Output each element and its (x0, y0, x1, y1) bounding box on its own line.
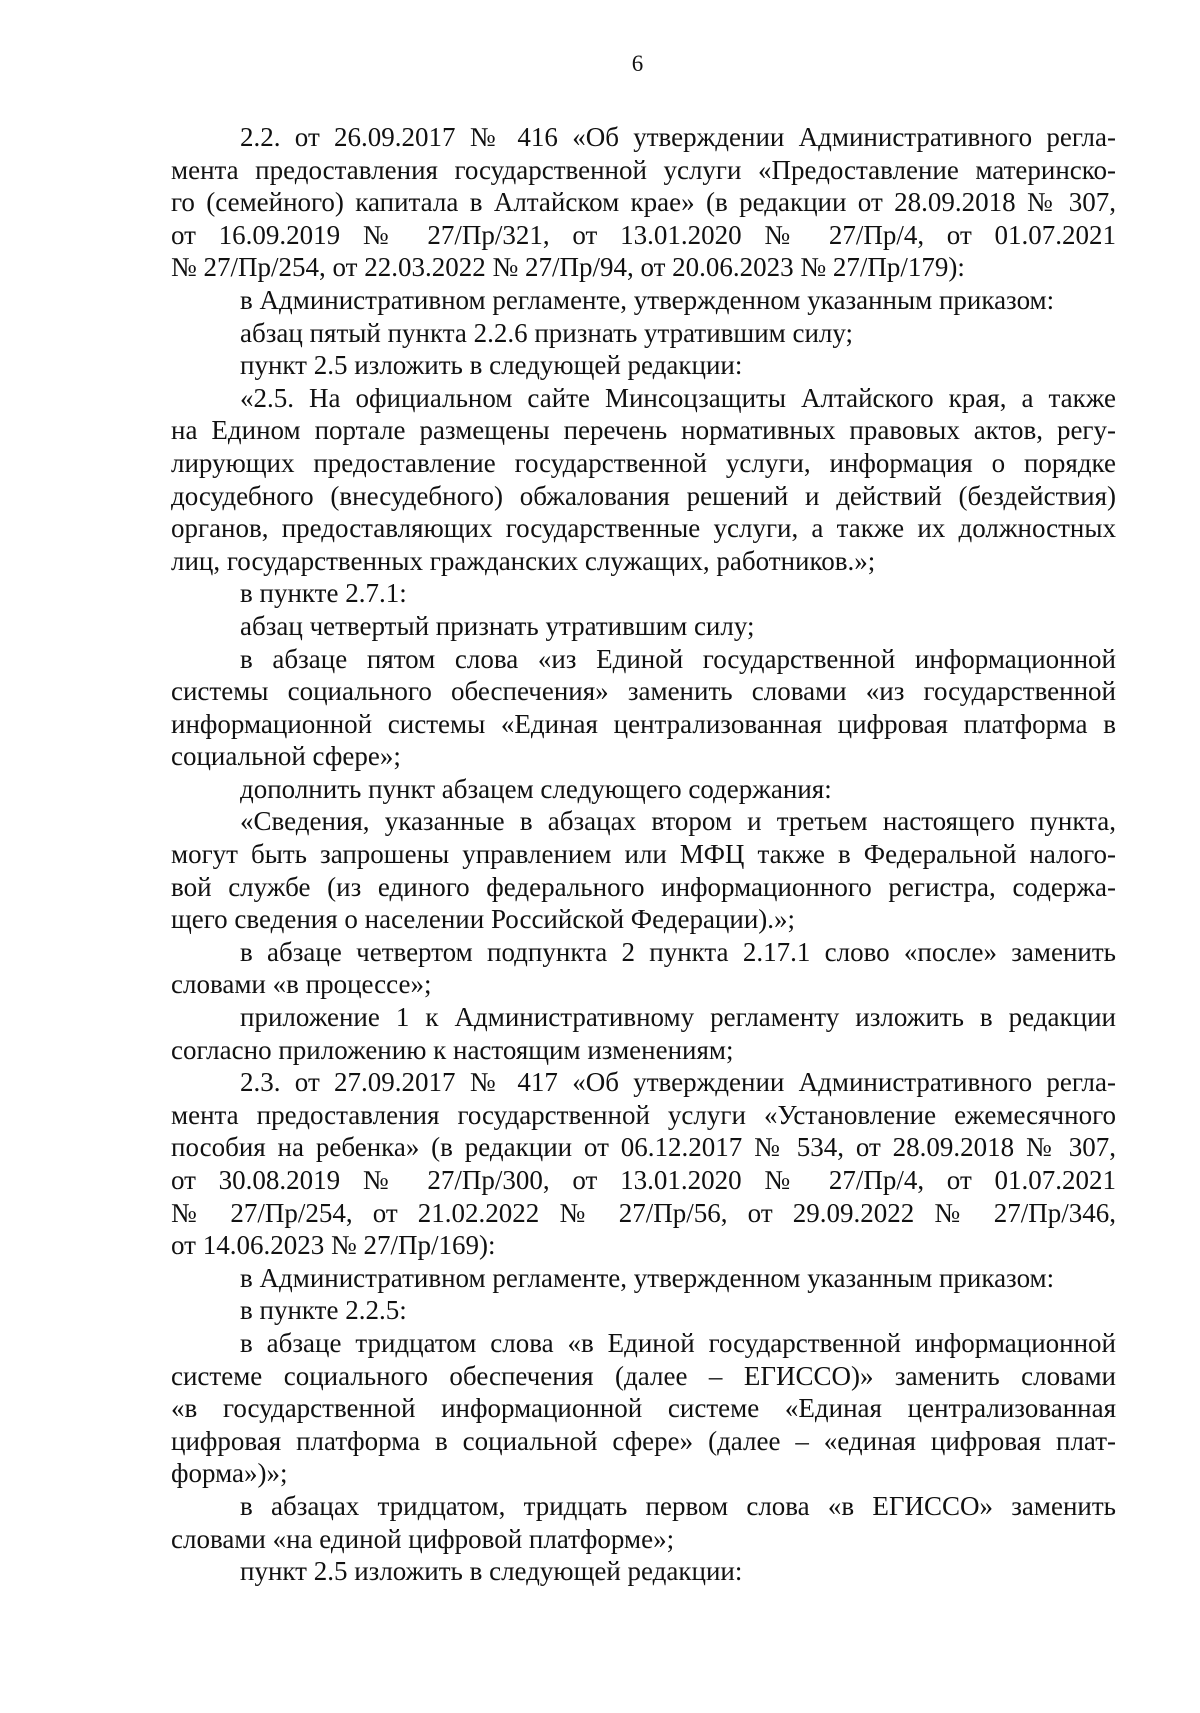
text-line: вой службе (из единого федерального информационного регистра, содержа- (171, 871, 1116, 902)
text-line: абзац пятый пункта 2.2.6 признать утратившим силу; (240, 317, 854, 348)
text-line: могут быть запрошены управлением или МФЦ также в Федеральной налого- (171, 839, 1116, 870)
text-line: 2.2. от 26.09.2017 № 416 «Об утверждении Административного регла- (240, 122, 1116, 152)
text-line: дополнить пункт абзацем следующего содержания: (240, 773, 832, 804)
text-line: в абзаце тридцатом слова «в Единой государственной информационной (240, 1327, 1116, 1358)
text-line: пособия на ребенка» (в редакции от 06.12.2017 № 534, от 28.09.2018 № 307, (171, 1132, 1116, 1163)
text-line: го (семейного) капитала в Алтайском крае» (в редакции от 28.09.2018 № 307, (171, 187, 1116, 218)
text-line: форма»)»; (171, 1458, 288, 1489)
page-number: 6 (631, 51, 644, 76)
text-line: в Административном регламенте, утвержденном указанным приказом: (240, 284, 1055, 315)
text-line: абзац четвертый признать утратившим силу; (240, 610, 755, 641)
text-line: досудебного (внесудебного) обжалования решений и действий (бездействия) (171, 480, 1116, 511)
text-line: щего сведения о населении Российской Федерации).»; (171, 904, 796, 935)
text-line: словами «на единой цифровой платформе»; (171, 1523, 675, 1554)
text-line: социальной сфере»; (171, 741, 401, 772)
text-line: системы социального обеспечения» заменить словами «из государственной (171, 676, 1116, 707)
text-line: на Едином портале размещены перечень нормативных правовых актов, регу- (171, 415, 1116, 446)
text-line: мента предоставления государственной услуги «Установление ежемесячного (171, 1099, 1116, 1130)
text-line: в пункте 2.2.5: (240, 1295, 407, 1326)
text-line: органов, предоставляющих государственные услуги, а также их должностных (171, 513, 1116, 544)
text-line: словами «в процессе»; (171, 969, 432, 1000)
text-line: от 16.09.2019 № 27/Пр/321, от 13.01.2020 № 27/Пр/4, от 01.07.2021 (171, 219, 1116, 250)
text-line: пункт 2.5 изложить в следующей редакции: (240, 350, 743, 381)
text-line: № 27/Пр/254, от 22.03.2022 № 27/Пр/94, от 20.06.2023 № 27/Пр/179): (171, 252, 965, 283)
text-line: мента предоставления государственной услуги «Предоставление материнско- (171, 154, 1116, 185)
text-line: приложение 1 к Административному регламенту изложить в редакции (240, 1002, 1116, 1033)
text-line: «Сведения, указанные в абзацах втором и третьем настоящего пункта, (240, 806, 1116, 837)
text-line: 2.3. от 27.09.2017 № 417 «Об утверждении Административного регла- (240, 1067, 1116, 1098)
text-line: «2.5. На официальном сайте Минсоцзащиты Алтайского края, а также (240, 382, 1116, 413)
text-line: в пункте 2.7.1: (240, 578, 407, 609)
text-line: лиц, государственных гражданских служащих, работников.»; (171, 545, 876, 576)
text-line: лирующих предоставление государственной услуги, информация о порядке (171, 447, 1116, 478)
text-line: цифровая платформа в социальной сфере» (далее – «единая цифровая плат- (171, 1425, 1116, 1456)
text-line: в абзацах тридцатом, тридцать первом слова «в ЕГИССО» заменить (240, 1490, 1116, 1521)
text-line: пункт 2.5 изложить в следующей редакции: (240, 1556, 743, 1587)
text-line: в Административном регламенте, утвержденном указанным приказом: (240, 1262, 1055, 1293)
text-line: в абзаце пятом слова «из Единой государственной информационной (240, 643, 1116, 674)
document-body (171, 121, 1116, 1588)
text-line: от 14.06.2023 № 27/Пр/169): (171, 1230, 496, 1261)
text-line: системе социального обеспечения (далее – ЕГИССО)» заменить словами (171, 1360, 1116, 1391)
text-line: согласно приложению к настоящим изменениям; (171, 1034, 734, 1065)
text-line: в абзаце четвертом подпункта 2 пункта 2.17.1 слово «после» заменить (240, 936, 1116, 967)
text-line: «в государственной информационной системе «Единая централизованная (171, 1393, 1116, 1424)
text-line: от 30.08.2019 № 27/Пр/300, от 13.01.2020 № 27/Пр/4, от 01.07.2021 (171, 1165, 1116, 1195)
text-line: № 27/Пр/254, от 21.02.2022 № 27/Пр/56, от 29.09.2022 № 27/Пр/346, (171, 1197, 1116, 1228)
text-line: информационной системы «Единая централизованная цифровая платформа в (171, 708, 1116, 739)
